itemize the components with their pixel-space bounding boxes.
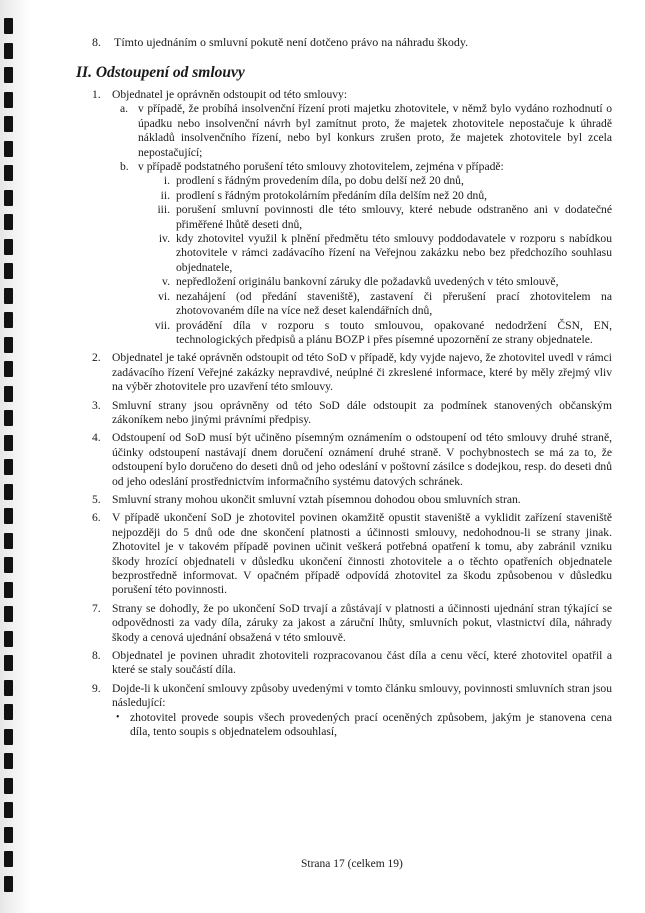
roman-item bbox=[112, 203, 612, 232]
list-item-2 bbox=[92, 351, 612, 394]
item-number: 6. bbox=[92, 511, 101, 525]
list-item-5 bbox=[92, 493, 612, 507]
sub-letter: b. bbox=[120, 160, 129, 174]
list-item-6 bbox=[92, 511, 612, 597]
list-item-7 bbox=[92, 602, 612, 645]
binding-ring bbox=[4, 141, 13, 157]
roman-item bbox=[112, 189, 612, 203]
item-number: 4. bbox=[92, 431, 101, 445]
item-number: 3. bbox=[92, 398, 101, 412]
item-text: Tímto ujednáním o smluvní pokutě není dotčeno právo na náhradu škody. bbox=[114, 35, 469, 49]
roman-item bbox=[112, 232, 612, 275]
section-body bbox=[92, 88, 612, 743]
list-item-1 bbox=[92, 88, 612, 347]
binding-ring bbox=[4, 778, 13, 794]
sub-letter: a. bbox=[120, 102, 129, 116]
binding-ring bbox=[4, 582, 13, 598]
roman-item bbox=[112, 275, 612, 289]
binding-ring bbox=[4, 435, 13, 451]
roman-text: nepředložení originálu bankovní záruky dle požadavků uvedených v této smlouvě, bbox=[176, 275, 559, 289]
roman-numeral: v. bbox=[162, 275, 170, 289]
binding-ring bbox=[4, 288, 13, 304]
item-text: Odstoupení od SoD musí být učiněno písemným oznámením o odstoupení od této smlouvy druhé straně, účinky odstoupení nastávají dnem doručení oznámení druhé straně. V pochybnostech se má za to, že odstoupení bylo doručeno do deseti dnů od jeho odeslání v poštovní zásilce s dodejkou, resp. do deseti dnů od jeho odeslání prostřednictvím informačního systému datových schránek. bbox=[112, 431, 612, 488]
roman-numeral: iii. bbox=[157, 203, 170, 217]
roman-numeral: iv. bbox=[158, 232, 170, 246]
roman-text: prodlení s řádným protokolárním předáním díla delším než 20 dnů, bbox=[176, 188, 488, 202]
binding-ring bbox=[4, 67, 13, 83]
binding-ring bbox=[4, 557, 13, 573]
sub-text: v případě, že probíhá insolvenční řízení proti majetku zhotovitele, v němž bylo vydáno rozhodnutí o úpadku nebo insolvenční návrh byl zamítnut proto, že majetek zhotovitele nepostačuje k úhradě nákladů insolvenčního řízení, nebo byl konkurs zrušen proto, že majetek zhotovitele byl zcela nepostačující; bbox=[138, 102, 612, 159]
list-item-3 bbox=[92, 399, 612, 428]
item-number: 8. bbox=[92, 35, 101, 49]
roman-text: porušení smluvní povinnosti dle této smlouvy, které nebude odstraněno ani v dodatečné přiměřené lhůtě deseti dnů, bbox=[176, 203, 612, 231]
roman-numeral: vi. bbox=[158, 289, 170, 303]
binding-ring bbox=[4, 386, 13, 402]
binding-ring bbox=[4, 43, 13, 59]
binding-ring bbox=[4, 533, 13, 549]
item-text: Smluvní strany mohou ukončit smluvní vztah písemnou dohodou obou smluvních stran. bbox=[112, 492, 521, 506]
binding-ring bbox=[4, 214, 13, 230]
item-number: 8. bbox=[92, 649, 101, 663]
binding-ring bbox=[4, 410, 13, 426]
binding-ring bbox=[4, 92, 13, 108]
item-text: Objednatel je oprávněn odstoupit od této smlouvy: bbox=[112, 88, 348, 101]
item-text: Objednatel je také oprávněn odstoupit od této SoD v případě, kdy vyjde najevo, že zhotovitel uvedl v rámci zadávacího řízení Veřejné zakázky nepravdivé, neúplné či zkreslené informace, které by měly zřejmý vliv na výběr zhotovitele pro uzavření této smlouvy. bbox=[112, 351, 612, 394]
binding-ring bbox=[4, 876, 13, 892]
binding-ring bbox=[4, 606, 13, 622]
binding-ring bbox=[4, 484, 13, 500]
binding-ring bbox=[4, 680, 13, 696]
item-number: 7. bbox=[92, 601, 101, 615]
roman-text: nezahájení (od předání staveniště), zastavení či přerušení prací zhotovitelem na zhotovovaném díle na více než deset kalendářních dnů, bbox=[176, 289, 612, 318]
sub-item-a bbox=[112, 102, 612, 160]
roman-item bbox=[112, 174, 612, 188]
item-text: Objednatel je povinen uhradit zhotoviteli rozpracovanou část díla a cenu věcí, které zhotovitel opatřil a které se staly součástí díla. bbox=[112, 649, 612, 677]
item-number: 2. bbox=[92, 351, 101, 365]
list-item-9 bbox=[92, 682, 612, 740]
bullet-text: zhotovitel provede soupis všech provedených prací oceněných způsobem, jakým je stanovena cena díla, tento soupis s objednatelem odsouhlasí, bbox=[130, 710, 612, 739]
bullet-marker: • bbox=[116, 711, 120, 723]
roman-numeral: i. bbox=[163, 174, 170, 188]
item-text: Strany se dohodly, že po ukončení SoD trvají a zůstávají v platnosti a účinnosti ujednání stran týkající se odpovědnosti za vady díla, záruky za jakost a záruční lhůty, smluvních pokut, vlastnictví díla, náhrady škody a cenová ujednání obsažená v této smlouvě. bbox=[112, 601, 612, 644]
roman-text: kdy zhotovitel využil k plnění předmětu této smlouvy poddodavatele v rozporu s nabídkou zhotovitele v rámci zadávacího řízení na Veřejnou zakázku nebo bez předchozího souhlasu objednatele, bbox=[176, 232, 612, 274]
binding-ring bbox=[4, 802, 13, 818]
roman-text: prodlení s řádným provedením díla, po dobu delší než 20 dnů, bbox=[176, 174, 464, 188]
binding-ring bbox=[4, 753, 13, 769]
sub-item-b bbox=[112, 160, 612, 174]
binding-ring bbox=[4, 190, 13, 206]
binding-ring bbox=[4, 239, 13, 255]
roman-text: provádění díla v rozporu s touto smlouvou, opakované nedodržení ČSN, EN, technologických předpisů a plánu BOZP i přes písemné upozornění ze strany objednatele. bbox=[176, 318, 612, 346]
page-footer: Strana 17 (celkem 19) bbox=[301, 858, 403, 870]
binding-ring bbox=[4, 729, 13, 745]
binding-ring bbox=[4, 18, 13, 34]
item-text: V případě ukončení SoD je zhotovitel povinen okamžitě opustit staveniště a vyklidit zařízení staveniště nejpozději do 5 dnů ode dne skončení platnosti a účinnosti smlouvy, nedohodnou-li se strany jinak. Zhotovitel je v takovém případě povinen učinit veškerá potřebná opatření k tomu, aby zabránil vzniku škody hrozící objednateli v důsledku ukončení činnosti zhotovitele a o těchto opatřeních objednatele bezprostředně informovat. V opačném případě odpovídá zhotovitel za škodu způsobenou v důsledku porušení této povinnosti. bbox=[112, 511, 612, 597]
list-item-8 bbox=[92, 649, 612, 678]
binding-ring bbox=[4, 116, 13, 132]
section-heading: II. Odstoupení od smlouvy bbox=[76, 64, 245, 81]
sub-text: v případě podstatného porušení této smlouvy zhotovitelem, zejména v případě: bbox=[138, 160, 504, 174]
binding-ring bbox=[4, 165, 13, 181]
binding-ring bbox=[4, 337, 13, 353]
item-number: 1. bbox=[92, 88, 101, 101]
roman-item bbox=[112, 319, 612, 348]
binding-ring bbox=[4, 704, 13, 720]
binding-ring bbox=[4, 312, 13, 328]
roman-numeral: ii. bbox=[160, 188, 170, 202]
paragraph-8-previous-section bbox=[92, 35, 572, 50]
binding-ring bbox=[4, 361, 13, 377]
binding-ring bbox=[4, 459, 13, 475]
roman-item bbox=[112, 290, 612, 319]
item-number: 5. bbox=[92, 492, 101, 506]
binding-ring bbox=[4, 655, 13, 671]
binding-ring bbox=[4, 851, 13, 867]
list-item-4 bbox=[92, 431, 612, 489]
roman-numeral: vii. bbox=[154, 318, 170, 332]
binding-strip bbox=[0, 0, 30, 913]
binding-ring bbox=[4, 263, 13, 279]
item-text: Smluvní strany jsou oprávněny od této SoD dále odstoupit za podmínek stanovených občanským zákoníkem nebo jinými právními předpisy. bbox=[112, 398, 612, 426]
item-text: Dojde-li k ukončení smlouvy způsoby uvedenými v tomto článku smlouvy, povinnosti smluvních stran jsou následující: bbox=[112, 681, 612, 710]
binding-ring bbox=[4, 508, 13, 524]
binding-ring bbox=[4, 631, 13, 647]
binding-ring bbox=[4, 827, 13, 843]
item-number: 9. bbox=[92, 681, 101, 695]
bullet-item bbox=[112, 711, 612, 740]
